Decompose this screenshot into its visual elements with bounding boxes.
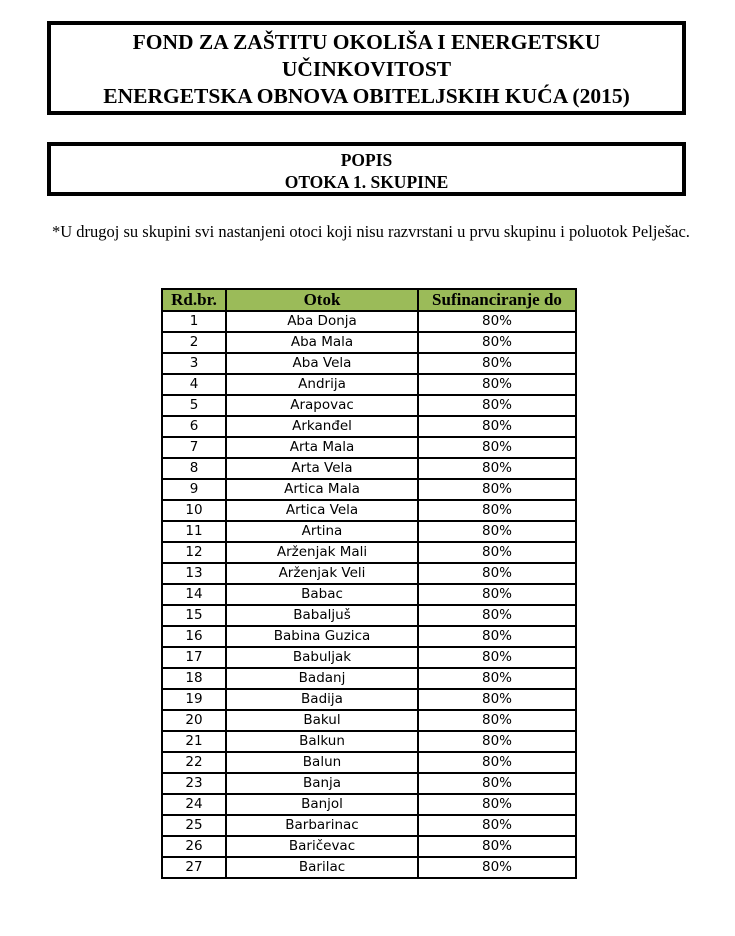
island-name: Babuljak [226,647,418,668]
row-number: 11 [162,521,226,542]
row-number: 22 [162,752,226,773]
row-number: 2 [162,332,226,353]
cofinancing-value: 80% [418,731,576,752]
table-row [162,647,576,668]
title-line-2: UČINKOVITOST [281,57,452,81]
island-name: Arta Mala [226,437,418,458]
island-name: Baričevac [226,836,418,857]
cofinancing-value: 80% [418,605,576,626]
table-row [162,395,576,416]
table-row [162,500,576,521]
island-name: Arkanđel [226,416,418,437]
island-name: Babaljuš [226,605,418,626]
island-name: Andrija [226,374,418,395]
table-row [162,773,576,794]
row-number: 3 [162,353,226,374]
island-name: Artina [226,521,418,542]
row-number: 27 [162,857,226,878]
island-name: Aba Donja [226,311,418,332]
cofinancing-value: 80% [418,668,576,689]
table-row [162,857,576,878]
table-header-row [162,289,576,311]
island-name: Banja [226,773,418,794]
cofinancing-value: 80% [418,626,576,647]
cofinancing-value: 80% [418,479,576,500]
list-title-line-1: POPIS [340,150,393,170]
row-number: 5 [162,395,226,416]
island-name: Balkun [226,731,418,752]
island-name: Artica Vela [226,500,418,521]
island-name: Arženjak Veli [226,563,418,584]
cofinancing-value: 80% [418,752,576,773]
table-row [162,794,576,815]
table-row [162,731,576,752]
island-name: Barilac [226,857,418,878]
table-row [162,605,576,626]
cofinancing-value: 80% [418,500,576,521]
row-number: 10 [162,500,226,521]
table-row [162,542,576,563]
cofinancing-value: 80% [418,836,576,857]
footnote: *U drugoj su skupini svi nastanjeni otoci koji nisu razvrstani u prvu skupinu i poluotok Pelješac. [52,222,690,241]
table-row [162,332,576,353]
cofinancing-value: 80% [418,332,576,353]
table-row [162,563,576,584]
title-line-1: FOND ZA ZAŠTITU OKOLIŠA I ENERGETSKU [132,30,601,54]
table-row [162,689,576,710]
island-name: Banjol [226,794,418,815]
cofinancing-value: 80% [418,416,576,437]
row-number: 21 [162,731,226,752]
cofinancing-value: 80% [418,815,576,836]
table-row [162,584,576,605]
row-number: 6 [162,416,226,437]
table-row [162,353,576,374]
column-header-island: Otok [226,289,418,311]
island-name: Babac [226,584,418,605]
island-name: Barbarinac [226,815,418,836]
column-header-cofinancing: Sufinanciranje do [418,289,576,311]
island-name: Arapovac [226,395,418,416]
island-name: Arta Vela [226,458,418,479]
cofinancing-value: 80% [418,521,576,542]
row-number: 16 [162,626,226,647]
table-row [162,437,576,458]
document-title-box [47,21,686,115]
list-title-box [47,142,686,196]
row-number: 18 [162,668,226,689]
row-number: 13 [162,563,226,584]
islands-table [161,288,577,879]
table-row [162,458,576,479]
cofinancing-value: 80% [418,773,576,794]
row-number: 20 [162,710,226,731]
row-number: 25 [162,815,226,836]
row-number: 4 [162,374,226,395]
island-name: Artica Mala [226,479,418,500]
cofinancing-value: 80% [418,542,576,563]
cofinancing-value: 80% [418,311,576,332]
cofinancing-value: 80% [418,458,576,479]
island-name: Arženjak Mali [226,542,418,563]
table-row [162,668,576,689]
cofinancing-value: 80% [418,563,576,584]
table-row [162,836,576,857]
list-title-line-2: OTOKA 1. SKUPINE [284,172,449,192]
cofinancing-value: 80% [418,689,576,710]
table-row [162,752,576,773]
cofinancing-value: 80% [418,374,576,395]
row-number: 26 [162,836,226,857]
table-row [162,479,576,500]
row-number: 24 [162,794,226,815]
row-number: 9 [162,479,226,500]
row-number: 17 [162,647,226,668]
island-name: Badanj [226,668,418,689]
title-line-3: ENERGETSKA OBNOVA OBITELJSKIH KUĆA (2015) [103,84,630,108]
cofinancing-value: 80% [418,794,576,815]
table-row [162,416,576,437]
table-row [162,626,576,647]
cofinancing-value: 80% [418,647,576,668]
row-number: 23 [162,773,226,794]
cofinancing-value: 80% [418,857,576,878]
table-row [162,815,576,836]
island-name: Bakul [226,710,418,731]
cofinancing-value: 80% [418,353,576,374]
row-number: 1 [162,311,226,332]
row-number: 12 [162,542,226,563]
cofinancing-value: 80% [418,710,576,731]
cofinancing-value: 80% [418,584,576,605]
row-number: 8 [162,458,226,479]
table-row [162,374,576,395]
island-name: Aba Mala [226,332,418,353]
island-name: Balun [226,752,418,773]
row-number: 14 [162,584,226,605]
island-name: Badija [226,689,418,710]
table-row [162,710,576,731]
table-row [162,521,576,542]
column-header-number: Rd.br. [162,289,226,311]
island-name: Aba Vela [226,353,418,374]
cofinancing-value: 80% [418,395,576,416]
row-number: 15 [162,605,226,626]
cofinancing-value: 80% [418,437,576,458]
row-number: 7 [162,437,226,458]
row-number: 19 [162,689,226,710]
island-name: Babina Guzica [226,626,418,647]
table-row [162,311,576,332]
